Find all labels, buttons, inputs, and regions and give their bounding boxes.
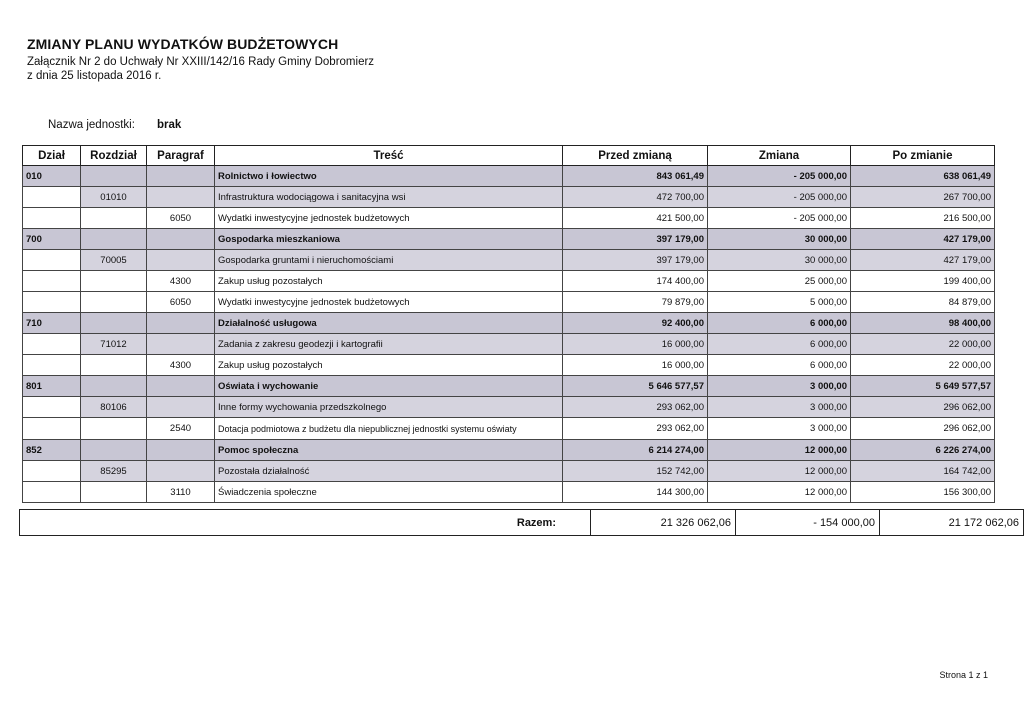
dzial-cell: 700 — [23, 229, 81, 250]
rozdzial-cell — [81, 418, 147, 440]
column-header-paragraf: Paragraf — [147, 146, 215, 166]
paragraf-cell: 6050 — [147, 292, 215, 313]
table-header-row — [23, 146, 995, 166]
po-cell: 164 742,00 — [851, 461, 995, 482]
table-row — [23, 166, 995, 187]
zmiana-cell: 3 000,00 — [708, 376, 851, 397]
document-title: ZMIANY PLANU WYDATKÓW BUDŻETOWYCH — [27, 36, 339, 52]
zmiana-cell: 12 000,00 — [708, 440, 851, 461]
dzial-cell: 852 — [23, 440, 81, 461]
table-row — [23, 313, 995, 334]
zmiana-cell: - 205 000,00 — [708, 166, 851, 187]
rozdzial-cell — [81, 292, 147, 313]
paragraf-cell — [147, 461, 215, 482]
dzial-cell — [23, 461, 81, 482]
table-row — [23, 334, 995, 355]
tresc-cell: Inne formy wychowania przedszkolnego — [215, 397, 563, 418]
przed-cell: 397 179,00 — [563, 250, 708, 271]
paragraf-cell — [147, 187, 215, 208]
rozdzial-cell — [81, 440, 147, 461]
page-number: Strona 1 z 1 — [939, 670, 988, 680]
rozdzial-cell: 70005 — [81, 250, 147, 271]
przed-cell: 843 061,49 — [563, 166, 708, 187]
paragraf-cell — [147, 440, 215, 461]
zmiana-cell: 25 000,00 — [708, 271, 851, 292]
zmiana-cell: 6 000,00 — [708, 355, 851, 376]
rozdzial-cell: 71012 — [81, 334, 147, 355]
przed-cell: 5 646 577,57 — [563, 376, 708, 397]
resolution-date: z dnia 25 listopada 2016 r. — [27, 70, 162, 82]
paragraf-cell — [147, 334, 215, 355]
rozdzial-cell — [81, 229, 147, 250]
tresc-cell: Rolnictwo i łowiectwo — [215, 166, 563, 187]
przed-cell: 16 000,00 — [563, 355, 708, 376]
table-row — [23, 418, 995, 440]
dzial-cell: 801 — [23, 376, 81, 397]
przed-cell: 79 879,00 — [563, 292, 708, 313]
column-header-po-zmianie: Po zmianie — [851, 146, 995, 166]
po-cell: 427 179,00 — [851, 229, 995, 250]
total-zmiana: - 154 000,00 — [736, 510, 880, 536]
column-header-tresc: Treść — [215, 146, 563, 166]
po-cell: 427 179,00 — [851, 250, 995, 271]
po-cell: 216 500,00 — [851, 208, 995, 229]
zmiana-cell: 3 000,00 — [708, 418, 851, 440]
resolution-reference: Załącznik Nr 2 do Uchwały Nr XXIII/142/16 Rady Gminy Dobromierz — [27, 56, 375, 68]
rozdzial-cell: 80106 — [81, 397, 147, 418]
po-cell: 22 000,00 — [851, 355, 995, 376]
po-cell: 84 879,00 — [851, 292, 995, 313]
dzial-cell — [23, 271, 81, 292]
table-row — [23, 440, 995, 461]
unit-name-row — [48, 119, 181, 131]
unit-name-value: brak — [156, 119, 182, 131]
paragraf-cell: 2540 — [147, 418, 215, 440]
po-cell: 22 000,00 — [851, 334, 995, 355]
column-header-rozdzial: Rozdział — [81, 146, 147, 166]
zmiana-cell: 6 000,00 — [708, 334, 851, 355]
przed-cell: 174 400,00 — [563, 271, 708, 292]
tresc-cell: Zakup usług pozostałych — [215, 355, 563, 376]
przed-cell: 293 062,00 — [563, 397, 708, 418]
tresc-cell: Pozostała działalność — [215, 461, 563, 482]
po-cell: 267 700,00 — [851, 187, 995, 208]
po-cell: 5 649 577,57 — [851, 376, 995, 397]
paragraf-cell — [147, 166, 215, 187]
rozdzial-cell: 01010 — [81, 187, 147, 208]
przed-cell: 92 400,00 — [563, 313, 708, 334]
tresc-cell: Dotacja podmiotowa z budżetu dla niepublicznej jednostki systemu oświaty — [215, 418, 563, 440]
zmiana-cell: 12 000,00 — [708, 482, 851, 503]
tresc-cell: Wydatki inwestycyjne jednostek budżetowych — [215, 292, 563, 313]
po-cell: 156 300,00 — [851, 482, 995, 503]
zmiana-cell: - 205 000,00 — [708, 187, 851, 208]
po-cell: 199 400,00 — [851, 271, 995, 292]
tresc-cell: Świadczenia społeczne — [215, 482, 563, 503]
column-header-dzial: Dział — [23, 146, 81, 166]
dzial-cell — [23, 292, 81, 313]
rozdzial-cell — [81, 355, 147, 376]
po-cell: 296 062,00 — [851, 397, 995, 418]
przed-cell: 397 179,00 — [563, 229, 708, 250]
dzial-cell — [23, 418, 81, 440]
table-row — [23, 229, 995, 250]
dzial-cell: 010 — [23, 166, 81, 187]
table-row — [23, 397, 995, 418]
tresc-cell: Gospodarka mieszkaniowa — [215, 229, 563, 250]
table-row — [23, 292, 995, 313]
table-row — [23, 376, 995, 397]
expenditure-changes-table — [22, 145, 995, 503]
zmiana-cell: 5 000,00 — [708, 292, 851, 313]
rozdzial-cell — [81, 271, 147, 292]
dzial-cell — [23, 334, 81, 355]
po-cell: 296 062,00 — [851, 418, 995, 440]
paragraf-cell: 3110 — [147, 482, 215, 503]
przed-cell: 144 300,00 — [563, 482, 708, 503]
total-przed: 21 326 062,06 — [591, 510, 736, 536]
tresc-cell: Pomoc społeczna — [215, 440, 563, 461]
po-cell: 98 400,00 — [851, 313, 995, 334]
table-row — [23, 271, 995, 292]
table-row — [23, 482, 995, 503]
total-label: Razem: — [20, 510, 591, 536]
table-row — [23, 355, 995, 376]
tresc-cell: Gospodarka gruntami i nieruchomościami — [215, 250, 563, 271]
table-row — [23, 250, 995, 271]
table-row — [23, 208, 995, 229]
dzial-cell — [23, 250, 81, 271]
po-cell: 6 226 274,00 — [851, 440, 995, 461]
table-row — [23, 187, 995, 208]
rozdzial-cell — [81, 482, 147, 503]
paragraf-cell — [147, 397, 215, 418]
zmiana-cell: 30 000,00 — [708, 229, 851, 250]
paragraf-cell — [147, 229, 215, 250]
zmiana-cell: 3 000,00 — [708, 397, 851, 418]
tresc-cell: Infrastruktura wodociągowa i sanitacyjna wsi — [215, 187, 563, 208]
paragraf-cell — [147, 376, 215, 397]
zmiana-cell: 12 000,00 — [708, 461, 851, 482]
rozdzial-cell — [81, 376, 147, 397]
przed-cell: 293 062,00 — [563, 418, 708, 440]
paragraf-cell: 4300 — [147, 271, 215, 292]
rozdzial-cell: 85295 — [81, 461, 147, 482]
total-row — [20, 510, 1024, 536]
paragraf-cell — [147, 250, 215, 271]
przed-cell: 6 214 274,00 — [563, 440, 708, 461]
paragraf-cell: 6050 — [147, 208, 215, 229]
dzial-cell — [23, 187, 81, 208]
dzial-cell — [23, 208, 81, 229]
przed-cell: 16 000,00 — [563, 334, 708, 355]
tresc-cell: Oświata i wychowanie — [215, 376, 563, 397]
przed-cell: 472 700,00 — [563, 187, 708, 208]
table-row — [23, 461, 995, 482]
rozdzial-cell — [81, 313, 147, 334]
tresc-cell: Wydatki inwestycyjne jednostek budżetowych — [215, 208, 563, 229]
dzial-cell: 710 — [23, 313, 81, 334]
tresc-cell: Zakup usług pozostałych — [215, 271, 563, 292]
total-po: 21 172 062,06 — [880, 510, 1024, 536]
zmiana-cell: 6 000,00 — [708, 313, 851, 334]
dzial-cell — [23, 397, 81, 418]
unit-name-label: Nazwa jednostki: — [48, 119, 135, 131]
przed-cell: 152 742,00 — [563, 461, 708, 482]
total-table — [19, 509, 1024, 536]
zmiana-cell: - 205 000,00 — [708, 208, 851, 229]
column-header-zmiana: Zmiana — [708, 146, 851, 166]
tresc-cell: Działalność usługowa — [215, 313, 563, 334]
zmiana-cell: 30 000,00 — [708, 250, 851, 271]
po-cell: 638 061,49 — [851, 166, 995, 187]
dzial-cell — [23, 482, 81, 503]
przed-cell: 421 500,00 — [563, 208, 708, 229]
rozdzial-cell — [81, 166, 147, 187]
tresc-cell: Zadania z zakresu geodezji i kartografii — [215, 334, 563, 355]
dzial-cell — [23, 355, 81, 376]
column-header-przed-zmiana: Przed zmianą — [563, 146, 708, 166]
rozdzial-cell — [81, 208, 147, 229]
paragraf-cell — [147, 313, 215, 334]
paragraf-cell: 4300 — [147, 355, 215, 376]
